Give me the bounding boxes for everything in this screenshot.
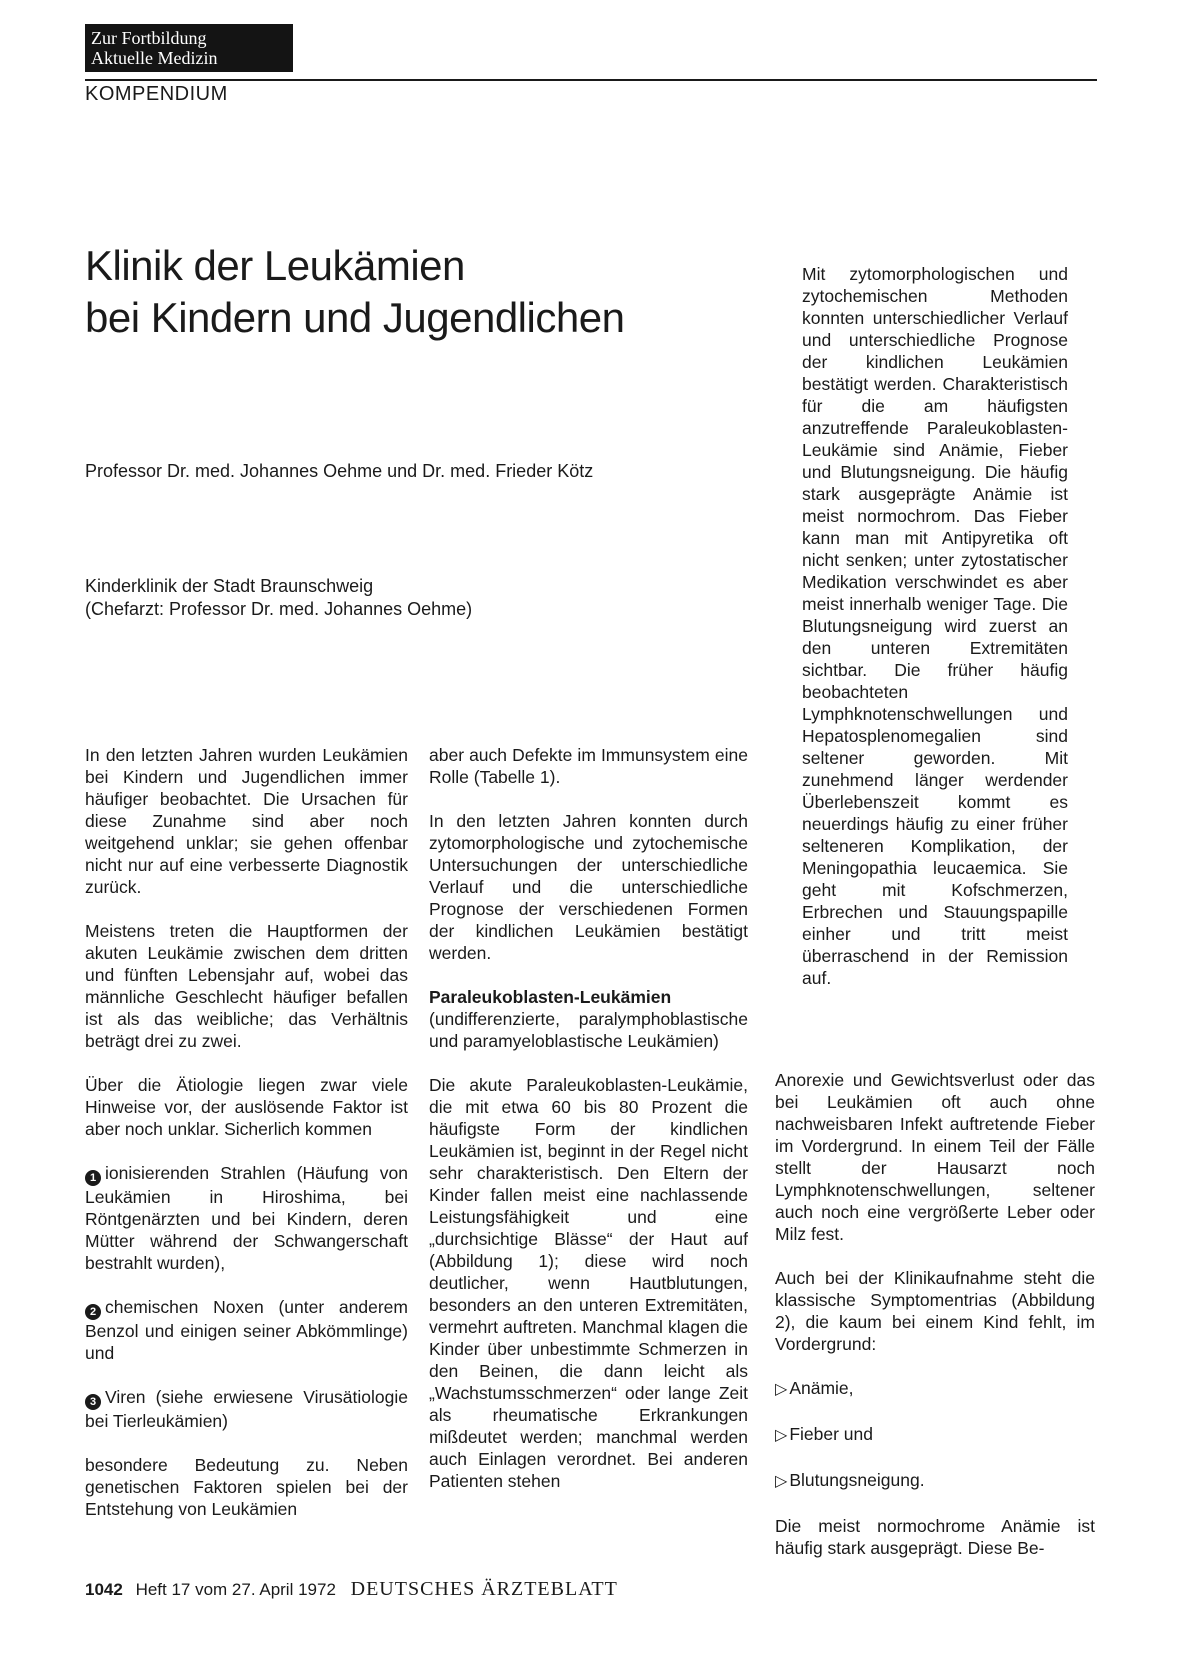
paragraph: Anorexie und Gewichtsverlust oder das bei Leukämien oft auch ohne nachweisbaren Infekt auftretende Fieber im Vordergrund. In einem Teil der Fälle stellt der Hausarzt noch Lymphknotenschwellungen, seltener auch noch eine vergrößerte Leber oder Milz fest. <box>775 1070 1095 1244</box>
page-number: 1042 <box>85 1580 123 1599</box>
text-column-3 <box>775 1069 1095 1559</box>
symptom-label: Blutungsneigung. <box>789 1470 925 1490</box>
triangle-bullet-icon: ▷ <box>775 1427 788 1444</box>
page-footer <box>85 1578 618 1601</box>
number-badge-1: 1 <box>85 1170 101 1186</box>
paragraph: In den letzten Jahren wurden Leukämien bei Kindern und Jugendlichen immer häufiger beobachtet. Die Ursachen für diese Zunahme sind aber noch weitgehend unklar; sie gehen offenbar nicht nur auf eine verbesserte Diagnostik zurück. <box>85 745 408 897</box>
paragraph: In den letzten Jahren konnten durch zytomorphologische und zytochemische Untersuchungen der unterschiedliche Verlauf und die unterschiedliche Prognose der verschiedenen Formen der kindlichen Leukämien bestätigt werden. <box>429 811 748 963</box>
article-title <box>85 240 725 344</box>
header-rule <box>85 79 1097 81</box>
summary-paragraph: Mit zytomorphologischen und zytochemischen Methoden konnten unterschiedlicher Verlauf und unterschiedliche Prognose der kindlichen Leukämien bestätigt werden. Charakteristisch für die am häufigsten anzutreffende Paraleukoblasten-Leukämie sind Anämie, Fieber und Blutungsneigung. Die häufig stark ausgeprägte Anämie ist meist normochrom. Das Fieber kann man mit Antipyretika oft nicht senken; unter zytostatischer Medikation verschwindet es aber meist innerhalb weniger Tage. Die Blutungsneigung wird zuerst an den unteren Extremitäten sichtbar. Die früher häufig beobachteten Lymphknotenschwellungen und Hepatosplenomegalien sind seltener geworden. Mit zunehmend länger werdender Überlebenszeit kommt es neuerdings häufig zu einer früher selteneren Komplikation, der Meningopathia leucaemica. Sie geht mit Kofschmerzen, Erbrechen und Stauungspapille einher und tritt meist überraschend in der Remission auf. <box>802 264 1068 988</box>
affiliation-line-2: (Chefarzt: Professor Dr. med. Johannes Oehme) <box>85 599 473 619</box>
section-label-line1: Zur Fortbildung <box>91 28 207 48</box>
paragraph: Meistens treten die Hauptformen der akuten Leukämie zwischen dem dritten und fünften Lebensjahr auf, wobei das männliche Geschlecht häufiger befallen ist als das weibliche; das Verhältnis beträgt drei zu zwei. <box>85 921 408 1051</box>
symptom-label: Anämie, <box>789 1378 854 1398</box>
affiliation <box>85 575 472 621</box>
subsection-heading: Paraleukoblasten-Leukämien <box>429 987 672 1007</box>
symptom-item <box>775 1469 1095 1493</box>
section-badge <box>85 24 293 72</box>
symptom-item <box>775 1377 1095 1401</box>
paragraph: Über die Ätiologie liegen zwar viele Hinweise vor, der auslösende Faktor ist aber noch unklar. Sicherlich kommen <box>85 1075 408 1139</box>
symptom-label: Fieber und <box>789 1424 873 1444</box>
title-line-1: Klinik der Leukämien <box>85 242 465 289</box>
numbered-item-text: Viren (siehe erwiesene Virusätiologie bei Tierleukämien) <box>85 1387 408 1431</box>
category-label: KOMPENDIUM <box>85 83 228 105</box>
paragraph: aber auch Defekte im Immunsystem eine Rolle (Tabelle 1). <box>429 745 748 787</box>
numbered-item-1 <box>85 1162 408 1274</box>
text-column-2 <box>429 744 748 1492</box>
affiliation-line-1: Kinderklinik der Stadt Braunschweig <box>85 576 374 596</box>
subsection <box>429 986 748 1052</box>
paragraph: Die akute Paraleukoblasten-Leukämie, die mit etwa 60 bis 80 Prozent die häufigste Form der kindlichen Leukämien ist, beginnt in der Regel nicht sehr charakteristisch. Den Eltern der Kinder fallen meist eine nachlassende Leistungsfähigkeit und eine „durchsichtige Blässe“ der Haut auf (Abbildung 1); diese wird noch deutlicher, wenn Hautblutungen, besonders an den unteren Extremitäten, vermehrt auftreten. Manchmal klagen die Kinder über unbestimmte Schmerzen in den Beinen, die dann leicht als „Wachstumsschmerzen“ oder lange Zeit als rheumatische Erkrankungen mißdeutet werden; manchmal werden auch Einlagen verordnet. Bei anderen Patienten stehen <box>429 1075 748 1491</box>
journal-name: DEUTSCHES ÄRZTEBLATT <box>350 1578 618 1600</box>
numbered-item-text: ionisierenden Strahlen (Häufung von Leukämien in Hiroshima, bei Röntgenärzten und bei Kindern, deren Mütter während der Schwangerschaft bestrahlt wurden), <box>85 1163 408 1273</box>
paragraph: Auch bei der Klinikaufnahme steht die klassische Symptomentrias (Abbildung 2), die kaum bei einem Kind fehlt, im Vordergrund: <box>775 1268 1095 1354</box>
number-badge-2: 2 <box>85 1304 101 1320</box>
subsection-note: (undifferenzierte, paralymphoblastische und paramyeloblastische Leukämien) <box>429 1009 748 1051</box>
symptom-item <box>775 1423 1095 1447</box>
author-line: Professor Dr. med. Johannes Oehme und Dr. med. Frieder Kötz <box>85 461 594 481</box>
issue-info: Heft 17 vom 27. April 1972 <box>135 1580 336 1599</box>
numbered-item-2 <box>85 1296 408 1364</box>
triangle-bullet-icon: ▷ <box>775 1381 788 1398</box>
numbered-item-3 <box>85 1386 408 1432</box>
paragraph: besondere Bedeutung zu. Neben genetischen Faktoren spielen bei der Entstehung von Leukämien <box>85 1455 408 1519</box>
numbered-item-text: chemischen Noxen (unter anderem Benzol und einigen seiner Abkömmlinge) und <box>85 1297 408 1363</box>
summary-column <box>802 263 1068 989</box>
triangle-bullet-icon: ▷ <box>775 1473 788 1490</box>
section-label-line2: Aktuelle Medizin <box>91 48 218 68</box>
text-column-1 <box>85 744 408 1520</box>
number-badge-3: 3 <box>85 1394 101 1410</box>
paragraph: Die meist normochrome Anämie ist häufig stark ausgeprägt. Diese Be- <box>775 1516 1095 1558</box>
title-line-2: bei Kindern und Jugendlichen <box>85 294 625 341</box>
